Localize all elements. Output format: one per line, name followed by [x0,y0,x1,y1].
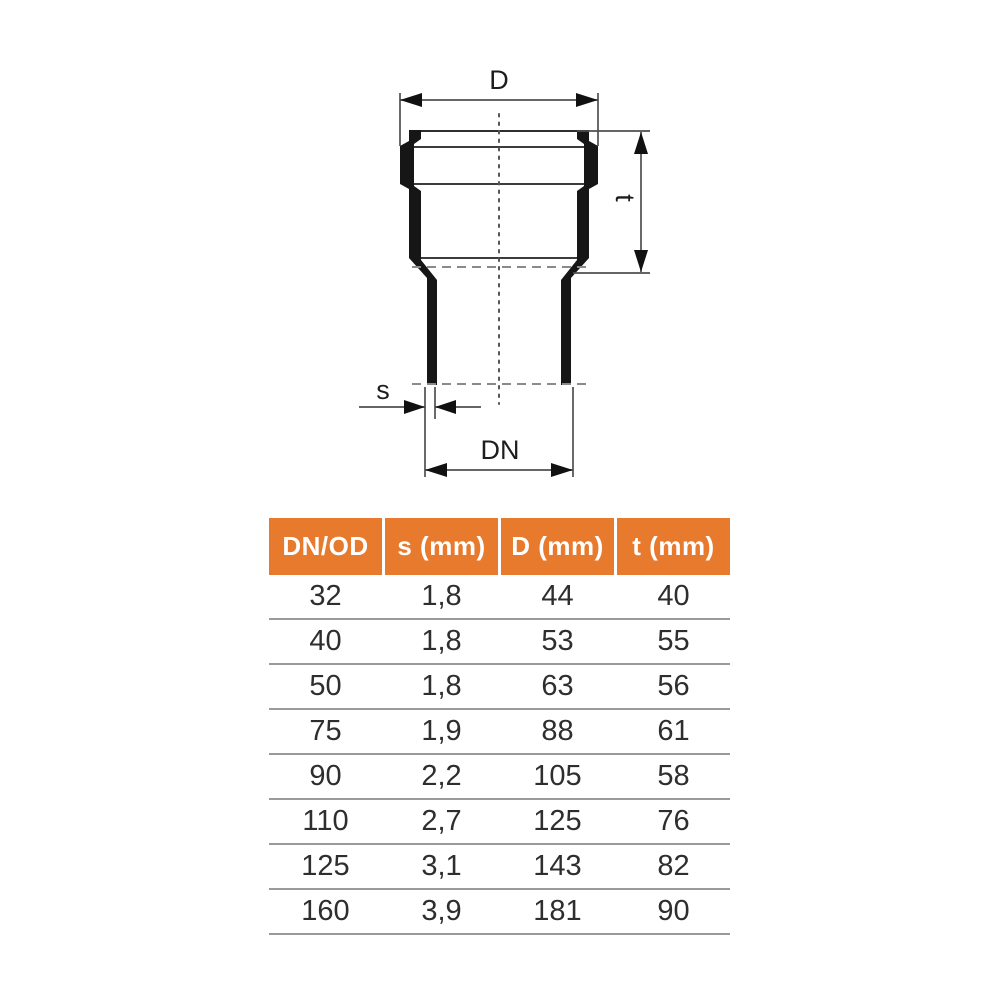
cell-s: 1,8 [421,625,462,657]
cell-dn-od: 75 [309,715,342,747]
table-row [269,845,730,890]
header-cell-t: t (mm) [617,518,730,575]
cell-s: 1,8 [421,670,462,702]
cell-s: 3,9 [421,895,462,927]
table-row [269,755,730,800]
cell-s: 2,7 [421,805,462,837]
cell-t: 61 [657,715,690,747]
cell-d: 44 [541,580,574,612]
t-arrow-up [634,132,648,154]
dn-arrow-right [551,463,573,477]
fitting-cross-section [400,114,598,404]
dimension-s [359,375,481,477]
cell-d: 143 [533,850,582,882]
cell-dn-od: 40 [309,625,342,657]
cell-t: 40 [657,580,690,612]
dimension-label-d: D [489,65,509,95]
table-row [269,665,730,710]
dimension-label-s: s [376,375,390,405]
dimension-label-dn: DN [480,435,520,465]
s-arrow-right [404,400,425,414]
table-row [269,575,730,620]
cell-dn-od: 160 [301,895,350,927]
d-arrow-right [576,93,598,107]
cell-dn-od: 125 [301,850,350,882]
cell-d: 63 [541,670,574,702]
table-row [269,800,730,845]
cell-t: 55 [657,625,690,657]
header-cell-s: s (mm) [385,518,498,575]
cell-t: 90 [657,895,690,927]
cell-d: 125 [533,805,582,837]
cell-dn-od: 110 [302,805,349,837]
cell-d: 105 [533,760,582,792]
t-arrow-down [634,250,648,272]
cell-t: 58 [657,760,690,792]
cell-t: 82 [657,850,690,882]
dimension-table [269,518,730,935]
cell-dn-od: 50 [309,670,342,702]
table-row [269,710,730,755]
cell-s: 1,9 [421,715,462,747]
dimension-dn [425,387,573,477]
cell-t: 56 [657,670,690,702]
header-cell-d: D (mm) [501,518,614,575]
table-row [269,620,730,665]
cell-s: 3,1 [421,850,462,882]
dn-arrow-left [425,463,447,477]
header-cell-dn-od: DN/OD [269,518,382,575]
cell-d: 181 [533,895,582,927]
cell-d: 53 [541,625,574,657]
cell-t: 76 [657,805,690,837]
cell-dn-od: 90 [309,760,342,792]
table-row [269,890,730,935]
table-header-row [269,518,730,575]
cell-d: 88 [541,715,574,747]
dimension-label-t: t [610,194,640,202]
cell-dn-od: 32 [309,580,342,612]
s-arrow-left [435,400,456,414]
cell-s: 1,8 [421,580,462,612]
cell-s: 2,2 [421,760,462,792]
d-arrow-left [400,93,422,107]
